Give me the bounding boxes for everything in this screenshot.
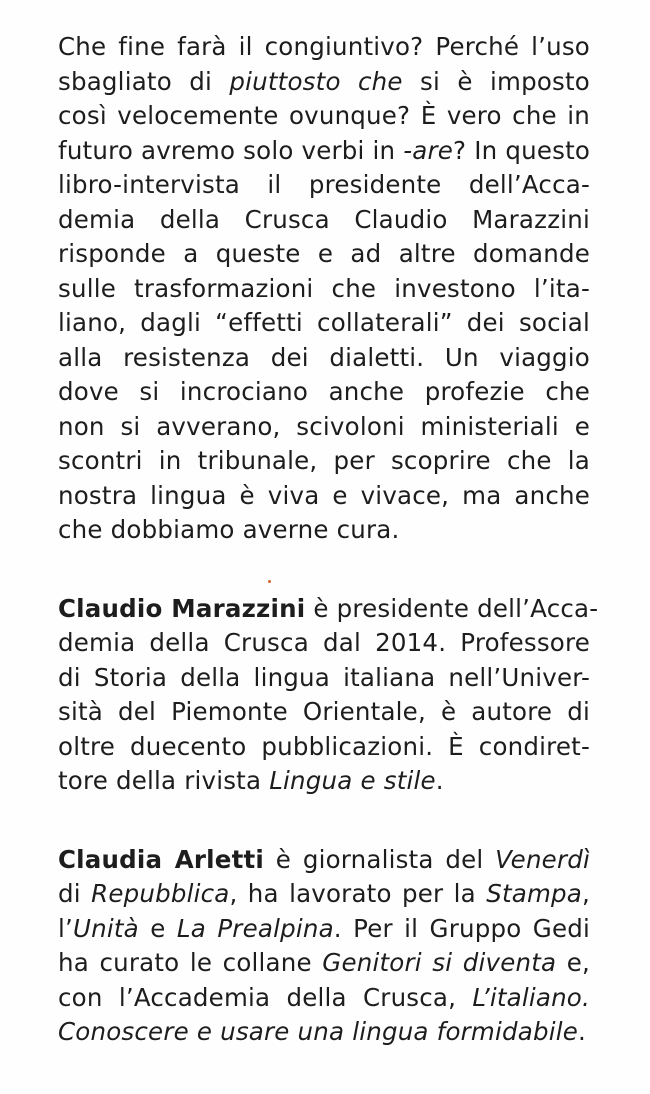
text-run: oltre duecento pubblicazioni. È condiret-	[58, 731, 590, 761]
text-line	[58, 912, 590, 947]
text-run: ha curato le collane	[58, 948, 323, 977]
text-line	[58, 99, 590, 134]
text-run: ? In questo	[453, 135, 591, 165]
book-synopsis	[58, 30, 590, 548]
text-line	[58, 203, 590, 238]
italic-title: L’italiano.	[472, 982, 590, 1012]
italic-title: Lingua e stile	[269, 766, 436, 795]
text-line	[58, 730, 590, 765]
text-line	[58, 444, 590, 479]
text-line	[58, 877, 590, 912]
text-run: sulle trasformazioni che investono l’ita-	[58, 273, 590, 303]
text-run: è giornalista del	[264, 844, 496, 874]
text-line	[58, 843, 590, 878]
text-run: tore della rivista	[58, 766, 270, 795]
text-run: l’	[58, 913, 73, 943]
text-run: che dobbiamo averne cura.	[58, 515, 400, 544]
text-line	[58, 237, 590, 272]
text-line	[58, 375, 590, 410]
text-line	[58, 30, 590, 65]
text-line	[58, 764, 590, 799]
text-run: così velocemente ovunque? È vero che in	[58, 101, 590, 130]
text-line	[58, 695, 590, 730]
text-line	[58, 410, 590, 445]
text-line	[58, 626, 590, 661]
italic-title: Stampa	[486, 879, 582, 908]
text-run: libro-intervista il presidente dell’Acca-	[58, 170, 590, 199]
text-line	[58, 513, 590, 548]
italic-title: Venerdì	[495, 844, 590, 874]
author-name: Claudio Marazzini	[58, 593, 306, 623]
text-run: demia della Crusca dal 2014. Professore	[58, 628, 590, 657]
text-line	[58, 592, 599, 627]
author-name: Claudia Arletti	[58, 844, 265, 874]
italic-title: Conoscere e usare una lingua formidabile	[58, 1017, 578, 1046]
text-run: e	[138, 913, 177, 943]
text-line	[58, 341, 590, 376]
italic-title: piuttosto che	[229, 66, 403, 96]
text-run: risponde a queste e ad altre domande	[58, 239, 590, 268]
text-line	[58, 306, 590, 341]
italic-title: Genitori si diventa	[322, 948, 557, 977]
text-run: non si avverano, scivoloni ministeriali e	[58, 411, 590, 441]
text-run: demia della Crusca Claudio Marazzini	[58, 204, 590, 234]
italic-title: La Prealpina	[176, 913, 334, 943]
author-bio-arletti	[58, 843, 590, 1050]
text-line	[58, 479, 590, 514]
text-run: sità del Piemonte Orientale, è autore di	[58, 697, 590, 726]
italic-title: -are	[403, 135, 454, 165]
print-speck	[268, 580, 271, 583]
text-line	[58, 1015, 590, 1050]
text-run: e,	[556, 948, 590, 977]
back-cover-text	[58, 30, 599, 1050]
text-line	[58, 168, 590, 203]
text-run: alla resistenza dei dialetti. Un viaggio	[58, 342, 590, 372]
text-run: sbagliato di	[58, 66, 230, 96]
text-run: liano, dagli “effetti collaterali” dei social	[58, 308, 590, 337]
text-run: .	[435, 766, 444, 795]
text-line	[58, 946, 590, 981]
text-run: nostra lingua è viva e vivace, ma anche	[58, 480, 590, 510]
text-run: , ha lavorato per la	[229, 879, 487, 908]
author-bio-marazzini	[58, 592, 599, 799]
text-line	[58, 134, 590, 169]
text-run: di Storia della lingua italiana nell’Univer-	[58, 662, 590, 692]
text-line	[58, 65, 590, 100]
text-run: futuro avremo solo verbi in	[58, 135, 404, 165]
text-run: dove si incrociano anche profezie che	[58, 377, 590, 406]
italic-title: Unità	[73, 913, 139, 943]
text-run: scontri in tribunale, per scoprire che la	[58, 446, 590, 475]
text-run: di	[58, 879, 92, 908]
text-line	[58, 272, 590, 307]
text-line	[58, 981, 590, 1016]
text-run: . Per il Gruppo Gedi	[333, 913, 590, 943]
text-run: Che fine farà il congiuntivo? Perché l’uso	[58, 32, 590, 61]
text-run: ,	[582, 879, 590, 908]
text-run: è presidente dell’Acca-	[305, 593, 599, 623]
italic-title: Repubblica	[91, 879, 230, 908]
text-run: si è imposto	[402, 66, 590, 96]
text-line	[58, 661, 590, 696]
text-run: .	[578, 1017, 586, 1046]
text-run: con l’Accademia della Crusca,	[58, 982, 473, 1012]
